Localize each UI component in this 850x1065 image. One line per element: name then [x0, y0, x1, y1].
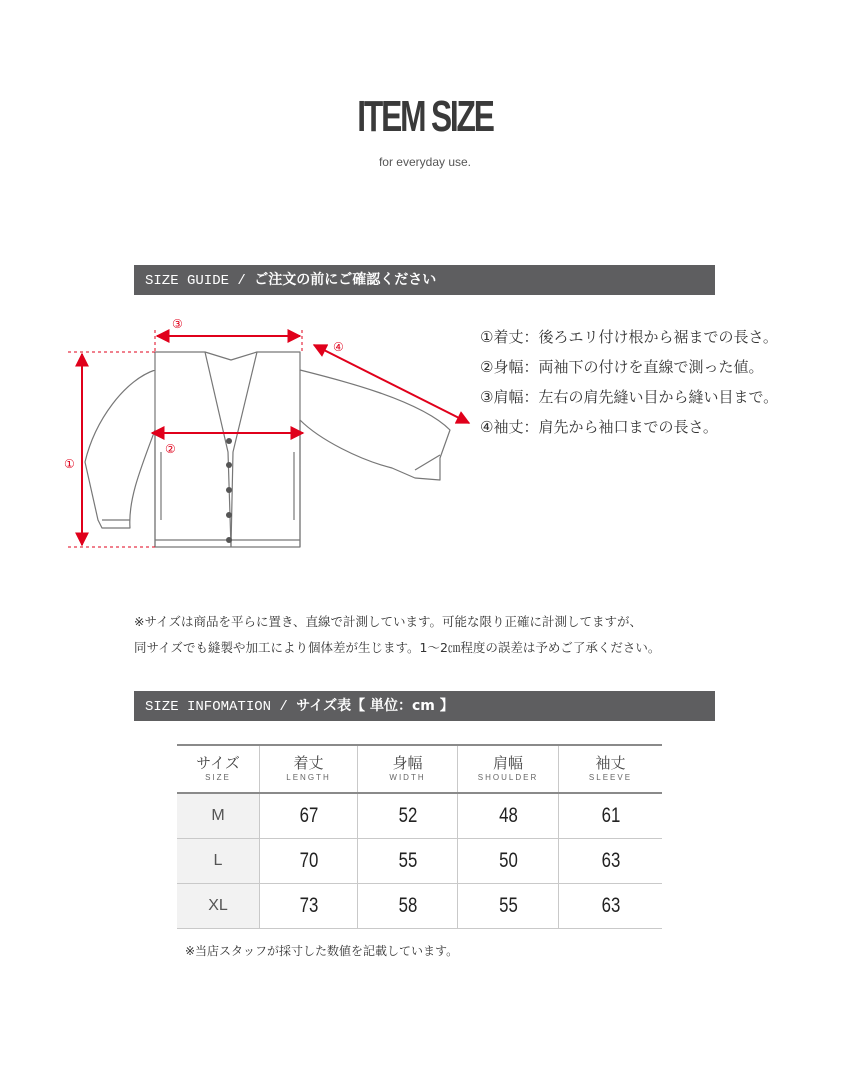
measure-labels — [64, 317, 344, 471]
width-value: 55 — [368, 839, 448, 884]
page-title: ITEM SIZE — [357, 92, 493, 141]
marker-1: ① — [64, 457, 75, 471]
legend-item: ③肩幅：左右の肩先縫い目から縫い目まで。 — [480, 388, 779, 406]
width-value: 58 — [368, 884, 448, 929]
table-row — [177, 793, 662, 839]
measurement-legend — [480, 322, 778, 442]
size-guide-bar — [134, 265, 715, 295]
marker-4: ④ — [333, 340, 344, 354]
button — [226, 487, 232, 493]
length-value: 67 — [269, 793, 347, 839]
sleeve-value: 63 — [601, 894, 620, 917]
marker-3: ③ — [172, 317, 183, 331]
header-width: 身幅 WIDTH — [358, 745, 458, 793]
legend-item: ④袖丈：肩先から袖口までの長さ。 — [480, 418, 718, 436]
measure-lines — [82, 336, 469, 545]
button — [226, 512, 232, 518]
size-info-bar-en: SIZE INFOMATION / — [145, 699, 297, 715]
size-info-bar — [134, 691, 715, 721]
size-info-bar-jp: サイズ表【 単位：cm 】 — [296, 698, 454, 714]
header-sleeve: 袖丈 SLEEVE — [588, 754, 633, 782]
size-guide-bar-en: SIZE GUIDE / — [145, 273, 255, 289]
width-value: 52 — [368, 793, 448, 839]
cardigan-diagram — [55, 305, 480, 560]
size-guide-bar-jp: ご注文の前にご確認ください — [254, 272, 437, 288]
button — [226, 537, 232, 543]
marker-2: ② — [165, 442, 176, 456]
length-value: 70 — [269, 839, 347, 884]
size-label: L — [177, 839, 260, 884]
size-label: XL — [177, 884, 260, 929]
page-subtitle: for everyday use. — [378, 155, 472, 169]
shoulder-value: 55 — [468, 884, 549, 929]
sleeve-value: 63 — [601, 849, 620, 872]
size-table — [177, 744, 662, 929]
legend-item: ②身幅：両袖下の付けを直線で測った値。 — [480, 358, 764, 376]
cardigan-outline — [85, 352, 450, 547]
header-length: 着丈 LENGTH — [260, 745, 358, 793]
length-value: 73 — [269, 884, 347, 929]
size-label: M — [177, 793, 260, 839]
measurement-note: 同サイズでも縫製や加工により個体差が生じます。1～2㎝程度の誤差は予めご了承ください。 — [134, 640, 661, 655]
button — [226, 438, 232, 444]
button — [226, 462, 232, 468]
measure-guides — [68, 330, 302, 547]
table-row — [177, 839, 662, 884]
table-header-row — [177, 745, 662, 793]
measurement-note: ※サイズは商品を平らに置き、直線で計測しています。可能な限り正確に計測してますが、 — [134, 614, 642, 629]
shoulder-value: 50 — [468, 839, 549, 884]
sleeve-value: 61 — [601, 804, 620, 827]
shoulder-value: 48 — [468, 793, 549, 839]
table-row — [177, 884, 662, 929]
sleeve-arrow — [314, 345, 469, 423]
table-footnote: ※当店スタッフが採寸した数値を記載しています。 — [185, 944, 459, 958]
legend-item: ①着丈：後ろエリ付け根から裾までの長さ。 — [480, 328, 778, 346]
header-size: サイズ SIZE — [177, 745, 260, 793]
header-shoulder: 肩幅 SHOULDER — [458, 745, 559, 793]
